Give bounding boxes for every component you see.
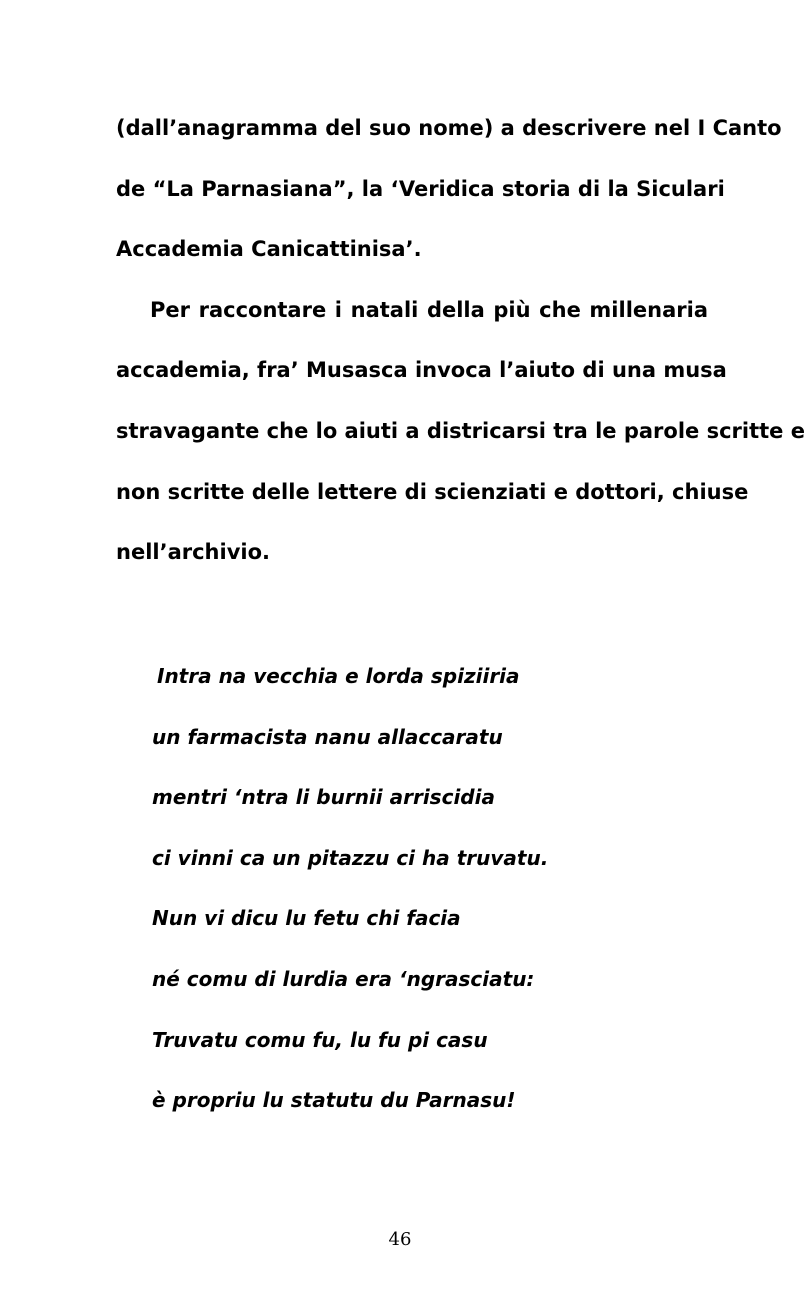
prose-body xyxy=(116,98,805,583)
poem-verse: Intra na vecchia e lorda spiziiria xyxy=(157,664,520,688)
poem-stanza xyxy=(152,646,672,1131)
poem-verse: Nun vi dicu lu fetu chi facia xyxy=(152,906,461,931)
poem-verse: né comu di lurdia era ‘ngrasciatu: xyxy=(152,966,535,991)
paragraph-line: Accademia Canicattinisa’. xyxy=(116,237,422,262)
poem-verse: ci vinni ca un pitazzu ci ha truvatu. xyxy=(152,845,549,870)
poem-verse: un farmacista nanu allaccaratu xyxy=(152,724,503,749)
poem-verse: Truvatu comu fu, lu fu pi casu xyxy=(152,1027,488,1052)
paragraph-1 xyxy=(116,98,782,280)
paragraph-line: nell’archivio. xyxy=(116,540,270,565)
page-number: 46 xyxy=(388,1229,412,1250)
paragraph-2 xyxy=(116,280,805,583)
poem-verse: è propriu lu statutu du Parnasu! xyxy=(152,1088,516,1113)
poem-verse: mentri ‘ntra li burnii arriscidia xyxy=(152,785,495,810)
paragraph-line: (dall’anagramma del suo nome) a descrivere nel I Canto xyxy=(116,116,782,140)
paragraph-line: stravagante che lo aiuti a districarsi tra le parole scritte e xyxy=(116,418,805,443)
paragraph-line: non scritte delle lettere di scienziati e dottori, chiuse xyxy=(116,479,749,504)
paragraph-line: de “La Parnasiana”, la ‘Veridica storia di la Siculari xyxy=(116,176,725,201)
paragraph-line: Per raccontare i natali della più che millenaria xyxy=(150,297,708,322)
paragraph-line: accademia, fra’ Musasca invoca l’aiuto di una musa xyxy=(116,358,727,383)
